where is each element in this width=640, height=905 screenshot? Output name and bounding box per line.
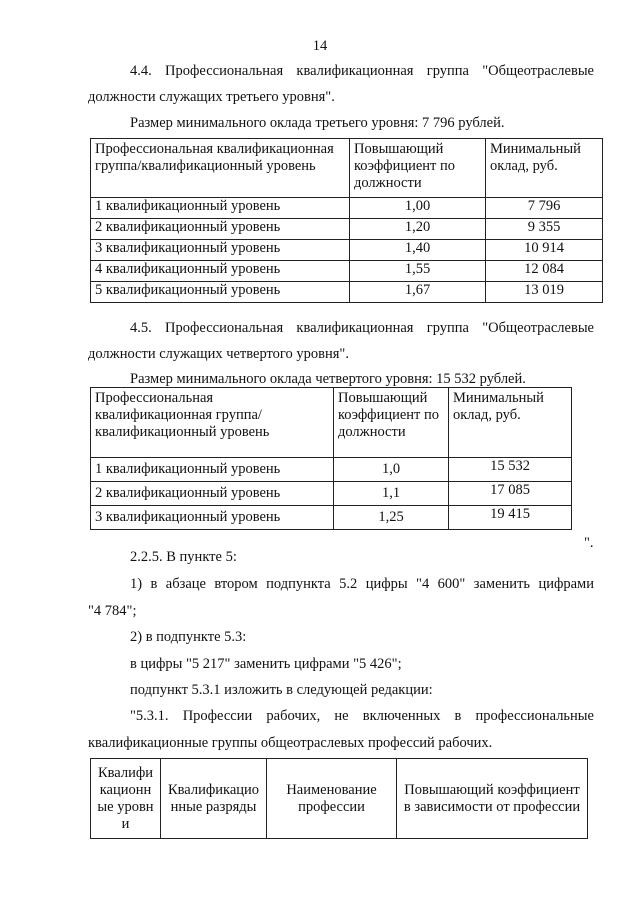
- table-row: [91, 261, 603, 282]
- section-44-heading: 4.4. Профессиональная квалификационная группа "Общеотраслевые: [130, 63, 594, 79]
- row-salary: 10 914: [486, 240, 603, 261]
- row-coef: 1,00: [350, 198, 486, 219]
- table-row: [91, 240, 603, 261]
- row-level: 1 квалификационный уровень: [91, 198, 350, 219]
- table-header-salary: Минимальный оклад, руб.: [449, 388, 572, 458]
- para-225: 2.2.5. В пункте 5:: [130, 549, 237, 565]
- row-salary: 12 084: [486, 261, 603, 282]
- section-45-heading-cont: должности служащих четвертого уровня".: [88, 346, 349, 362]
- table-header-coef: Повышающий коэффициент по должности: [334, 388, 449, 458]
- section-45-salary: Размер минимального оклада четвертого уровня: 15 532 рублей.: [130, 371, 526, 387]
- row-coef: 1,1: [334, 482, 449, 506]
- row-level: 2 квалификационный уровень: [91, 219, 350, 240]
- section-44-salary: Размер минимального оклада третьего уровня: 7 796 рублей.: [130, 115, 505, 131]
- table-row: [91, 198, 603, 219]
- row-coef: 1,20: [350, 219, 486, 240]
- para-531: подпункт 5.3.1 изложить в следующей редакции:: [130, 682, 433, 698]
- table3-header-coef: Повышающий коэффициент в зависимости от профессии: [397, 759, 588, 839]
- row-coef: 1,25: [334, 506, 449, 530]
- para-digits: в цифры "5 217" заменить цифрами "5 426";: [130, 656, 402, 672]
- table3-header-grades: Квалификационные разряды: [161, 759, 267, 839]
- row-coef: 1,40: [350, 240, 486, 261]
- para-1-cont: "4 784";: [88, 603, 137, 619]
- row-salary: 9 355: [486, 219, 603, 240]
- closing-quote: ".: [584, 535, 594, 551]
- table-workers: [90, 758, 588, 839]
- para-quote-cont: квалификационные группы общеотраслевых профессий рабочих.: [88, 735, 493, 751]
- row-level: 2 квалификационный уровень: [91, 482, 334, 506]
- row-salary: 13 019: [486, 282, 603, 303]
- table-fourth-level: [90, 387, 572, 530]
- row-level: 5 квалификационный уровень: [91, 282, 350, 303]
- table-header-group: Профессиональная квалификационная группа/квалификационный уровень: [91, 388, 334, 458]
- row-salary: 15 532: [449, 458, 572, 482]
- page-number: 14: [312, 38, 328, 54]
- row-level: 1 квалификационный уровень: [91, 458, 334, 482]
- para-1: 1) в абзаце втором подпункта 5.2 цифры "4 600" заменить цифрами: [130, 576, 594, 592]
- row-level: 4 квалификационный уровень: [91, 261, 350, 282]
- row-salary: 7 796: [486, 198, 603, 219]
- row-salary: 19 415: [449, 506, 572, 530]
- table-row: [91, 458, 572, 482]
- section-45-heading: 4.5. Профессиональная квалификационная группа "Общеотраслевые: [130, 320, 594, 336]
- row-coef: 1,0: [334, 458, 449, 482]
- table-header-group: Профессиональная квалификационная группа/квалификационный уровень: [91, 139, 350, 198]
- row-salary: 17 085: [449, 482, 572, 506]
- row-coef: 1,55: [350, 261, 486, 282]
- para-2: 2) в подпункте 5.3:: [130, 629, 247, 645]
- table3-header-profession: Наименование профессии: [267, 759, 397, 839]
- table-third-level: [90, 138, 603, 303]
- table-row: [91, 219, 603, 240]
- table3-header-levels: Квалификационные уровни: [91, 759, 161, 839]
- row-coef: 1,67: [350, 282, 486, 303]
- table-row: [91, 506, 572, 530]
- section-44-heading-cont: должности служащих третьего уровня".: [88, 89, 335, 105]
- row-level: 3 квалификационный уровень: [91, 240, 350, 261]
- para-quote: "5.3.1. Профессии рабочих, не включенных в профессиональные: [130, 708, 594, 724]
- table-row: [91, 482, 572, 506]
- row-level: 3 квалификационный уровень: [91, 506, 334, 530]
- table-row: [91, 282, 603, 303]
- table-header-coef: Повышающий коэффициент по должности: [350, 139, 486, 198]
- table-header-salary: Минимальный оклад, руб.: [486, 139, 603, 198]
